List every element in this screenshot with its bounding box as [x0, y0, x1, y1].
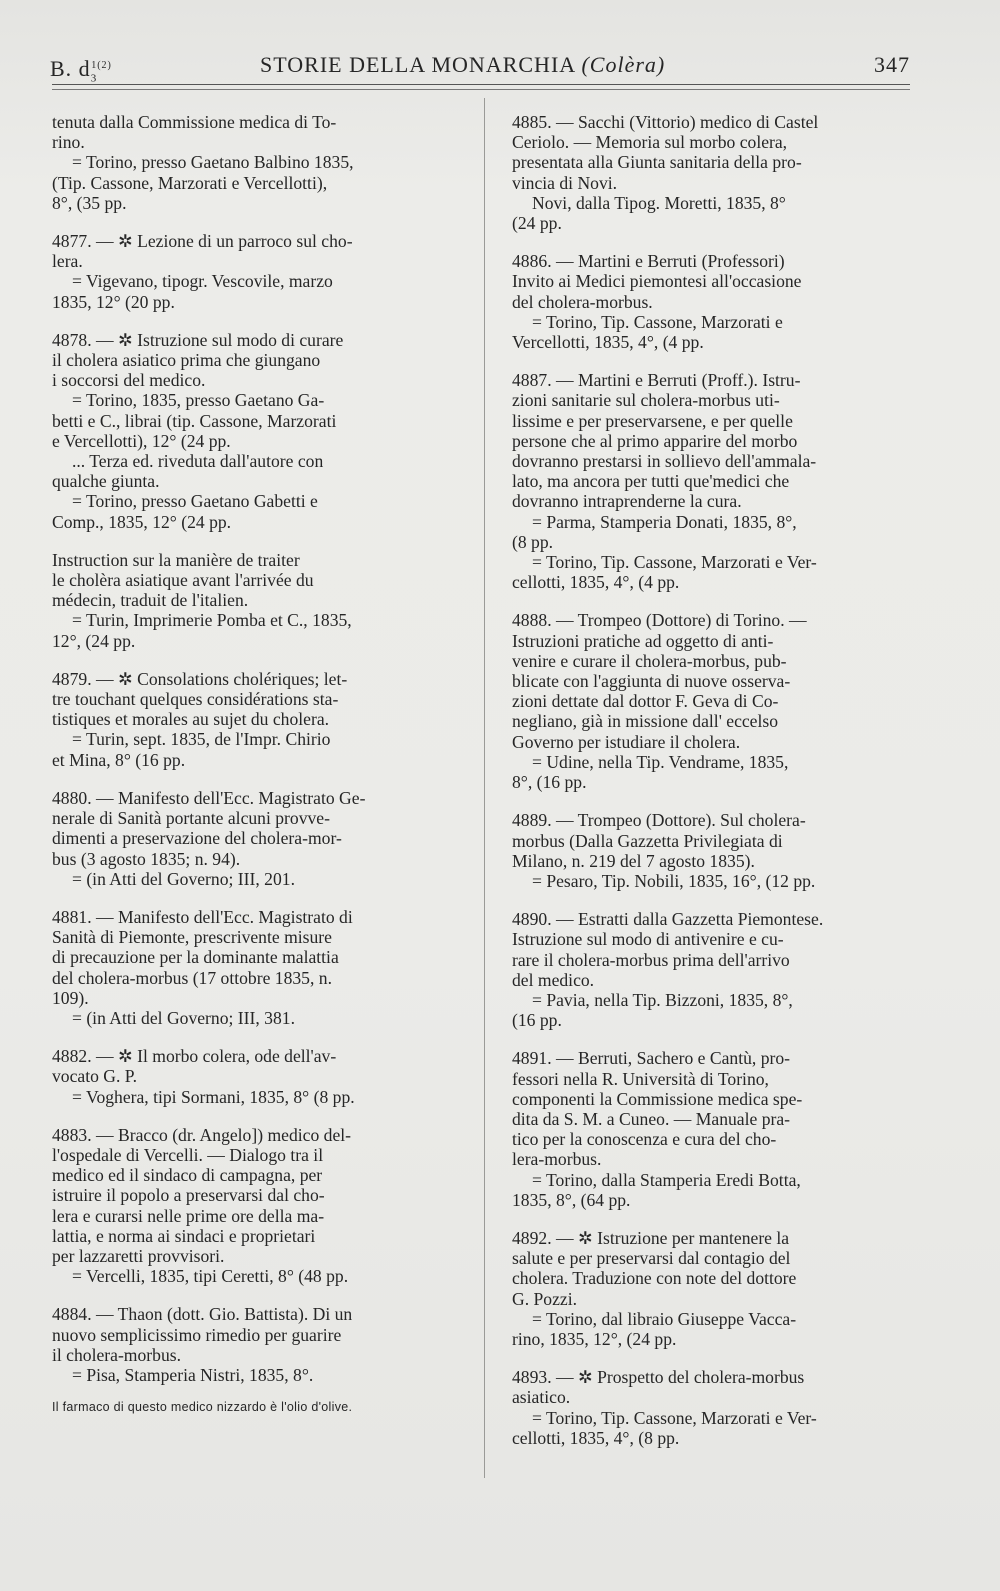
bibliography-entry: [52, 788, 472, 889]
entry-line: cholera. Traduzione con note del dottore: [512, 1268, 797, 1289]
entry-line: del cholera-morbus.: [512, 291, 653, 312]
bibliography-entry: [512, 370, 932, 592]
entry-line: lato, ma ancora per tutti que'medici che: [512, 471, 790, 492]
entry-line: cellotti, 1835, 4°, (8 pp.: [512, 1427, 680, 1448]
entry-line: persone che al primo apparire del morbo: [512, 430, 798, 451]
entry-line: 4893. — ✲ Prospetto del cholera-morbus: [512, 1367, 805, 1388]
entry-line: blicate con l'aggiunta di nuove osserva-: [512, 671, 791, 692]
bibliography-entry: [512, 610, 932, 792]
entry-line: = Turin, sept. 1835, de l'Impr. Chirio: [72, 729, 331, 750]
entry-line: = Pesaro, Tip. Nobili, 1835, 16°, (12 pp.: [532, 870, 816, 891]
entry-line: nerale di Sanità portante alcuni provve-: [52, 808, 330, 829]
entry-line: morbus (Dalla Gazzetta Privilegiata di: [512, 830, 783, 851]
entry-line: zioni sanitarie sul cholera-morbus uti-: [512, 390, 780, 411]
entry-line: Vercellotti, 1835, 4°, (4 pp.: [512, 332, 704, 353]
entry-line: vocato G. P.: [52, 1066, 138, 1087]
bibliography-entry: [512, 810, 932, 891]
entry-line: rare il cholera-morbus prima dell'arrivo: [512, 949, 790, 970]
entry-line: 4881. — Manifesto dell'Ecc. Magistrato di: [52, 906, 353, 927]
entry-line: dita da S. M. a Cuneo. — Manuale pra-: [512, 1108, 791, 1129]
entry-line: 1835, 8°, (64 pp.: [512, 1189, 631, 1210]
entry-line: (16 pp.: [512, 1010, 562, 1031]
entry-line: 4882. — ✲ Il morbo colera, ode dell'av-: [52, 1046, 337, 1067]
entry-line: per lazzaretti provvisori.: [52, 1245, 225, 1266]
column-divider: [484, 98, 485, 1478]
entry-line: Sanità di Piemonte, prescrivente misure: [52, 927, 332, 948]
entry-line: rino, 1835, 12°, (24 pp.: [512, 1328, 677, 1349]
entry-line: presentata alla Giunta sanitaria della pro-: [512, 152, 802, 173]
bibliography-entry: [512, 1228, 932, 1349]
entry-line: il cholera asiatico prima che giungano: [52, 350, 321, 371]
entry-line: cellotti, 1835, 4°, (4 pp.: [512, 572, 680, 593]
entry-line: Invito ai Medici piemontesi all'occasione: [512, 271, 802, 292]
entry-line: negliano, già in missione dall' eccelso: [512, 711, 779, 732]
entry-line: lera e curarsi nelle prime ore della ma-: [52, 1205, 325, 1226]
entry-line: salute e per preservarsi dal contagio del: [512, 1248, 791, 1269]
entry-line: 4887. — Martini e Berruti (Proff.). Istru-: [512, 370, 801, 391]
entry-line: 4885. — Sacchi (Vittorio) medico di Castel: [512, 112, 819, 132]
entry-line: vincia di Novi.: [512, 172, 618, 193]
bibliography-entry: [52, 1125, 472, 1287]
bibliography-entry: [52, 231, 472, 312]
entry-line: tistiques et morales au sujet du cholera.: [52, 709, 330, 730]
page-number: 347: [874, 52, 910, 77]
entry-line: = Pisa, Stamperia Nistri, 1835, 8°.: [72, 1364, 314, 1385]
entry-line: Comp., 1835, 12° (24 pp.: [52, 511, 232, 532]
entry-line: lissime e per preservarsene, e per quelle: [512, 410, 793, 431]
entry-line: 4884. — Thaon (dott. Gio. Battista). Di un: [52, 1304, 353, 1325]
entry-line: il cholera-morbus.: [52, 1344, 181, 1365]
entry-line: (24 pp.: [512, 213, 562, 234]
entry-line: 4889. — Trompeo (Dottore). Sul cholera-: [512, 810, 806, 831]
header-rule: [52, 84, 910, 85]
entry-line: 4883. — Bracco (dr. Angelo]) medico del-: [52, 1124, 352, 1145]
entry-line: del medico.: [512, 969, 595, 990]
entry-line: = Voghera, tipi Sormani, 1835, 8° (8 pp.: [72, 1086, 355, 1107]
entry-line: = Torino, 1835, presso Gaetano Ga-: [72, 390, 325, 411]
entry-line: Istruzioni pratiche ad oggetto di anti-: [512, 630, 774, 651]
right-column: [512, 112, 932, 1466]
footnote: Il farmaco di questo medico nizzardo è l'olio d'olive.: [52, 1400, 353, 1415]
entry-line: Novi, dalla Tipog. Moretti, 1835, 8°: [532, 192, 786, 213]
entry-line: = Turin, Imprimerie Pomba et C., 1835,: [72, 610, 352, 631]
entry-line: medico ed il sindaco di campagna, per: [52, 1165, 323, 1186]
entry-line: rino.: [52, 132, 85, 153]
running-header: [50, 52, 910, 86]
entry-line: 4886. — Martini e Berruti (Professori): [512, 251, 785, 272]
entry-line: del cholera-morbus (17 ottobre 1835, n.: [52, 967, 332, 988]
entry-line: = Torino, Tip. Cassone, Marzorati e: [532, 311, 783, 332]
bibliography-entry: [512, 251, 932, 352]
entry-line: dovranno intraprenderne la cura.: [512, 491, 742, 512]
bibliography-entry: [512, 1048, 932, 1210]
entry-line: 4880. — Manifesto dell'Ecc. Magistrato Ge-: [52, 787, 366, 808]
bibliography-entry: [52, 550, 472, 651]
signature-mark: B. $d_3^{1(2)}$: [50, 56, 112, 85]
entry-line: bus (3 agosto 1835; n. 94).: [52, 848, 241, 869]
bibliography-entry: [52, 330, 472, 532]
entry-line: 4891. — Berruti, Sachero e Cantù, pro-: [512, 1048, 791, 1069]
entry-line: (8 pp.: [512, 531, 554, 552]
entry-line: asiatico.: [512, 1387, 571, 1408]
entry-line: (Tip. Cassone, Marzorati e Vercellotti),: [52, 172, 328, 193]
entry-line: qualche giunta.: [52, 471, 160, 492]
entry-line: = Torino, dalla Stamperia Eredi Botta,: [532, 1169, 801, 1190]
entry-line: lattia, e norma ai sindaci e proprietari: [52, 1225, 316, 1246]
entry-line: istruire il popolo a preservarsi dal cho-: [52, 1185, 325, 1206]
entry-line: l'ospedale di Vercelli. — Dialogo tra il: [52, 1144, 324, 1165]
entry-line: di precauzione per la dominante malattia: [52, 947, 339, 968]
entry-line: tre touchant quelques considérations sta-: [52, 689, 339, 710]
bibliography-entry: [512, 909, 932, 1030]
entry-line: componenti la Commissione medica spe-: [512, 1088, 803, 1109]
entry-line: Ceriolo. — Memoria sul morbo colera,: [512, 132, 788, 153]
entry-line: Milano, n. 219 del 7 agosto 1835).: [512, 850, 755, 871]
entry-line: tico per la conoscenza e cura del cho-: [512, 1129, 777, 1150]
running-title: STORIE DELLA MONARCHIA (Colèra): [260, 52, 666, 77]
entry-line: 109).: [52, 987, 89, 1008]
left-column: [52, 112, 472, 1417]
bibliography-entry: [512, 112, 932, 233]
entry-line: = Torino, Tip. Cassone, Marzorati e Ver-: [532, 552, 817, 573]
entry-line: 4892. — ✲ Istruzione per mantenere la: [512, 1227, 790, 1248]
entry-line: médecin, traduit de l'italien.: [52, 590, 249, 611]
bibliography-entry: [52, 1046, 472, 1107]
entry-line: lera.: [52, 251, 83, 272]
entry-line: = Vercelli, 1835, tipi Ceretti, 8° (48 pp.: [72, 1266, 349, 1287]
entry-line: zioni dettate dal dottor F. Geva di Co-: [512, 691, 779, 712]
entry-line: 12°, (24 pp.: [52, 630, 136, 651]
entry-line: 4888. — Trompeo (Dottore) di Torino. —: [512, 610, 807, 631]
entry-line: = Torino, presso Gaetano Gabetti e: [72, 491, 318, 512]
entry-line: tenuta dalla Commissione medica di To-: [52, 112, 337, 132]
entry-line: nuovo semplicissimo rimedio per guarire: [52, 1324, 342, 1345]
entry-line: et Mina, 8° (16 pp.: [52, 749, 186, 770]
entry-line: = Vigevano, tipogr. Vescovile, marzo: [72, 271, 333, 292]
entry-line: 4890. — Estratti dalla Gazzetta Piemontese.: [512, 909, 824, 930]
entry-line: 4877. — ✲ Lezione di un parroco sul cho-: [52, 231, 353, 252]
entry-line: 4879. — ✲ Consolations cholériques; let-: [52, 668, 348, 689]
entry-line: lera-morbus.: [512, 1149, 602, 1170]
entry-line: Governo per istudiare il cholera.: [512, 731, 741, 752]
entry-line: 8°, (35 pp.: [52, 192, 127, 213]
entry-line: betti e C., librai (tip. Cassone, Marzorati: [52, 410, 337, 431]
entry-line: Instruction sur la manière de traiter: [52, 549, 300, 570]
entry-line: 8°, (16 pp.: [512, 772, 587, 793]
entry-line: = (in Atti del Governo; III, 381.: [72, 1007, 295, 1028]
entry-line: e Vercellotti), 12° (24 pp.: [52, 430, 231, 451]
entry-line: = Pavia, nella Tip. Bizzoni, 1835, 8°,: [532, 989, 793, 1010]
entry-line: = Parma, Stamperia Donati, 1835, 8°,: [532, 511, 797, 532]
entry-line: G. Pozzi.: [512, 1288, 577, 1309]
entry-line: = Torino, dal libraio Giuseppe Vacca-: [532, 1308, 797, 1329]
entry-line: 4878. — ✲ Istruzione sul modo di curare: [52, 329, 344, 350]
entry-line: 1835, 12° (20 pp.: [52, 291, 175, 312]
entry-line: venire e curare il cholera-morbus, pub-: [512, 650, 787, 671]
bibliography-entry: [52, 907, 472, 1028]
entry-line: dimenti a preservazione del cholera-mor-: [52, 828, 342, 849]
entry-line: = Torino, Tip. Cassone, Marzorati e Ver-: [532, 1407, 817, 1428]
entry-line: = (in Atti del Governo; III, 201.: [72, 868, 295, 889]
entry-line: i soccorsi del medico.: [52, 370, 206, 391]
entry-line: = Udine, nella Tip. Vendrame, 1835,: [532, 751, 789, 772]
bibliography-entry: [52, 112, 472, 213]
header-rule-thin: [52, 89, 910, 90]
bibliography-entry: [512, 1367, 932, 1448]
entry-line: = Torino, presso Gaetano Balbino 1835,: [72, 152, 354, 173]
bibliography-entry: [52, 1304, 472, 1385]
entry-line: ... Terza ed. riveduta dall'autore con: [72, 451, 324, 472]
entry-line: le cholèra asiatique avant l'arrivée du: [52, 570, 314, 591]
entry-line: dovranno prestarsi in sollievo dell'ammala-: [512, 451, 817, 472]
entry-line: Istruzione sul modo di antivenire e cu-: [512, 929, 784, 950]
entry-line: fessori nella R. Università di Torino,: [512, 1068, 769, 1089]
bibliography-entry: [52, 669, 472, 770]
